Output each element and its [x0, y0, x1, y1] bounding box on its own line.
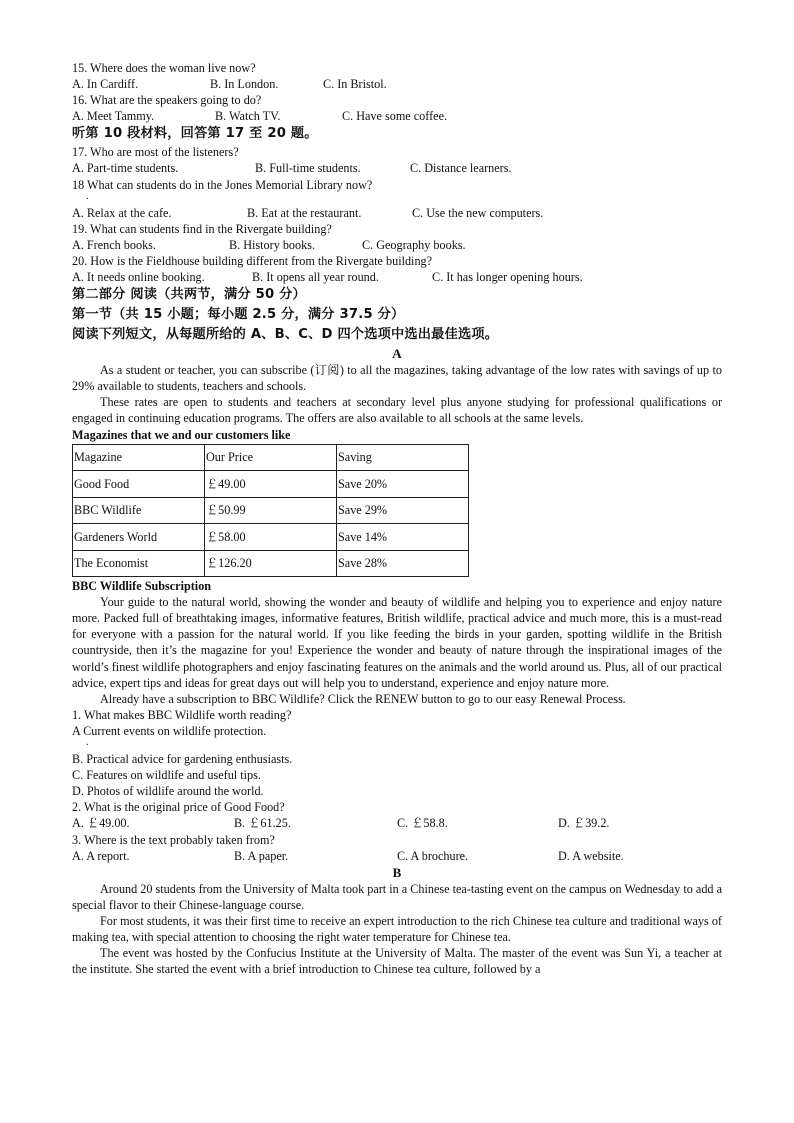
- option-c[interactable]: C. Distance learners.: [410, 161, 512, 176]
- question-16: 16. What are the speakers going to do?: [72, 93, 262, 108]
- table-cell: Save 28%: [337, 550, 469, 577]
- option-d[interactable]: D. ￡39.2.: [558, 816, 610, 831]
- option-a[interactable]: A. A report.: [72, 848, 130, 863]
- header-cell: Saving: [337, 444, 469, 471]
- question-18-options: [72, 205, 722, 221]
- question-15: 15. Where does the woman live now?: [72, 61, 256, 75]
- option-b[interactable]: B. ￡61.25.: [234, 816, 291, 831]
- stray-dot: .: [86, 737, 89, 749]
- table-cell: Save 20%: [337, 471, 469, 498]
- section-heading-10: 听第 10 段材料，回答第 17 至 20 题。: [72, 126, 318, 142]
- table-cell: ￡126.20: [205, 550, 337, 577]
- question-3-options: [72, 848, 722, 864]
- question-19: 19. What can students find in the Rivergate building?: [72, 221, 332, 236]
- option-c[interactable]: C. Features on wildlife and useful tips.: [72, 768, 261, 783]
- table-cell: Save 14%: [337, 524, 469, 551]
- table-title: Magazines that we and our customers like: [72, 427, 291, 442]
- option-b[interactable]: B. Watch TV.: [215, 109, 281, 124]
- option-b[interactable]: B. In London.: [210, 77, 279, 92]
- passage-a-paragraph-2: These rates are open to students and teachers at secondary level plus anyone studying for professional qualifications or engaged in continuing education programs. The offers are also available to all schools at the same levels.: [72, 395, 722, 426]
- option-a[interactable]: A. Meet Tammy.: [72, 109, 155, 124]
- table-row: [73, 497, 469, 524]
- option-a[interactable]: A. It needs online booking.: [72, 270, 205, 285]
- option-b[interactable]: B. It opens all year round.: [252, 270, 379, 285]
- option-c[interactable]: C. In Bristol.: [323, 77, 387, 92]
- passage-a-letter: A: [392, 346, 402, 362]
- magazine-table: [72, 444, 469, 578]
- question-15-options: [72, 76, 722, 92]
- option-c[interactable]: C. ￡58.8.: [397, 816, 448, 831]
- question-16-options: [72, 108, 722, 124]
- question-17-options: [72, 160, 722, 176]
- table-cell: Good Food: [73, 471, 205, 498]
- question-19-options: [72, 237, 722, 253]
- section-one-heading: 第一节（共 15 小题；每小题 2.5 分，满分 37.5 分）: [72, 307, 405, 323]
- option-c[interactable]: C. It has longer opening hours.: [432, 270, 583, 285]
- question-17: 17. Who are most of the listeners?: [72, 145, 239, 160]
- table-cell: Gardeners World: [73, 524, 205, 551]
- table-cell: ￡50.99: [205, 497, 337, 524]
- option-b[interactable]: B. A paper.: [234, 848, 289, 863]
- table-cell: ￡49.00: [205, 471, 337, 498]
- option-b[interactable]: B. Practical advice for gardening enthusiasts.: [72, 752, 293, 767]
- passage-b-paragraph-2: For most students, it was their first time to receive an expert introduction to the rich Chinese tea culture and traditional ways of making tea, with special attention to choosing the right water temperature for Chinese tea.: [72, 913, 722, 944]
- option-a[interactable]: A. In Cardiff.: [72, 77, 139, 92]
- option-c[interactable]: C. Geography books.: [362, 237, 466, 252]
- exam-page: [72, 60, 722, 977]
- table-row: [73, 550, 469, 577]
- table-cell: The Economist: [73, 550, 205, 577]
- question-2-options: [72, 815, 722, 831]
- table-cell: Save 29%: [337, 497, 469, 524]
- question-2: 2. What is the original price of Good Food?: [72, 800, 285, 815]
- option-a[interactable]: A. Relax at the cafe.: [72, 205, 172, 220]
- header-cell: Magazine: [73, 444, 205, 471]
- option-b[interactable]: B. Eat at the restaurant.: [247, 205, 362, 220]
- stray-dot: .: [86, 190, 89, 202]
- table-row: [73, 524, 469, 551]
- option-b[interactable]: B. Full-time students.: [255, 161, 361, 176]
- option-d[interactable]: D. A website.: [558, 848, 624, 863]
- question-1: 1. What makes BBC Wildlife worth reading?: [72, 707, 292, 722]
- option-a[interactable]: A Current events on wildlife protection.: [72, 723, 267, 738]
- option-c[interactable]: C. Use the new computers.: [412, 205, 544, 220]
- question-20-options: [72, 269, 722, 285]
- question-20: 20. How is the Fieldhouse building different from the Rivergate building?: [72, 253, 433, 268]
- reading-instruction: 阅读下列短文，从每题所给的 A、B、C、D 四个选项中选出最佳选项。: [72, 327, 499, 343]
- option-a[interactable]: A. Part-time students.: [72, 161, 179, 176]
- table-header-row: [73, 444, 469, 471]
- header-cell: Our Price: [205, 444, 337, 471]
- passage-a-paragraph-3: Your guide to the natural world, showing the wonder and beauty of wildlife and helping you to experience and enjoy nature more. Packed full of breathtaking images, informative features, British wildlife, practical advice and much more, this is a must-read for everyone with a passion for the natural world. If you like feeding the birds in your garden, spotting wildlife in the British countryside, then it’s the magazine for you! Experience the wonder and beauty of nature through the inspirational images of the world’s finest wildlife photographers and enjoy fascinating features on the animals and the world around us. Plus, all of our practical advice, expert tips and ideas for great days out will help you to understand, experience and enjoy nature more.: [72, 595, 722, 690]
- table-cell: ￡58.00: [205, 524, 337, 551]
- option-b[interactable]: B. History books.: [229, 237, 315, 252]
- passage-b-paragraph-1: Around 20 students from the University of Malta took part in a Chinese tea-tasting event on the campus on Wednesday to add a special flavor to their Chinese-language course.: [72, 881, 722, 912]
- table-row: [73, 471, 469, 498]
- passage-b-paragraph-3: The event was hosted by the Confucius Institute at the University of Malta. The master of the event was Sun Yi, a teacher at the institute. She started the event with a brief introduction to Chinese tea culture, followed by a: [72, 946, 722, 977]
- part-two-heading: 第二部分 阅读（共两节，满分 50 分）: [72, 287, 306, 303]
- option-c[interactable]: C. Have some coffee.: [342, 109, 448, 124]
- question-3: 3. Where is the text probably taken from?: [72, 832, 275, 847]
- option-a[interactable]: A. French books.: [72, 237, 156, 252]
- option-c[interactable]: C. A brochure.: [397, 848, 469, 863]
- passage-a-paragraph-4: Already have a subscription to BBC Wildlife? Click the RENEW button to go to our easy Renewal Process.: [100, 691, 626, 706]
- option-a[interactable]: A. ￡49.00.: [72, 816, 130, 831]
- question-18: 18 What can students do in the Jones Memorial Library now?: [72, 177, 373, 192]
- subscription-title: BBC Wildlife Subscription: [72, 579, 212, 594]
- passage-b-letter: B: [392, 864, 402, 880]
- passage-a-paragraph-1: As a student or teacher, you can subscribe (订阅) to all the magazines, taking advantage of the low rates with savings of up to 29% available to students, teachers and schools.: [72, 363, 722, 394]
- table-cell: BBC Wildlife: [73, 497, 205, 524]
- option-d[interactable]: D. Photos of wildlife around the world.: [72, 784, 264, 799]
